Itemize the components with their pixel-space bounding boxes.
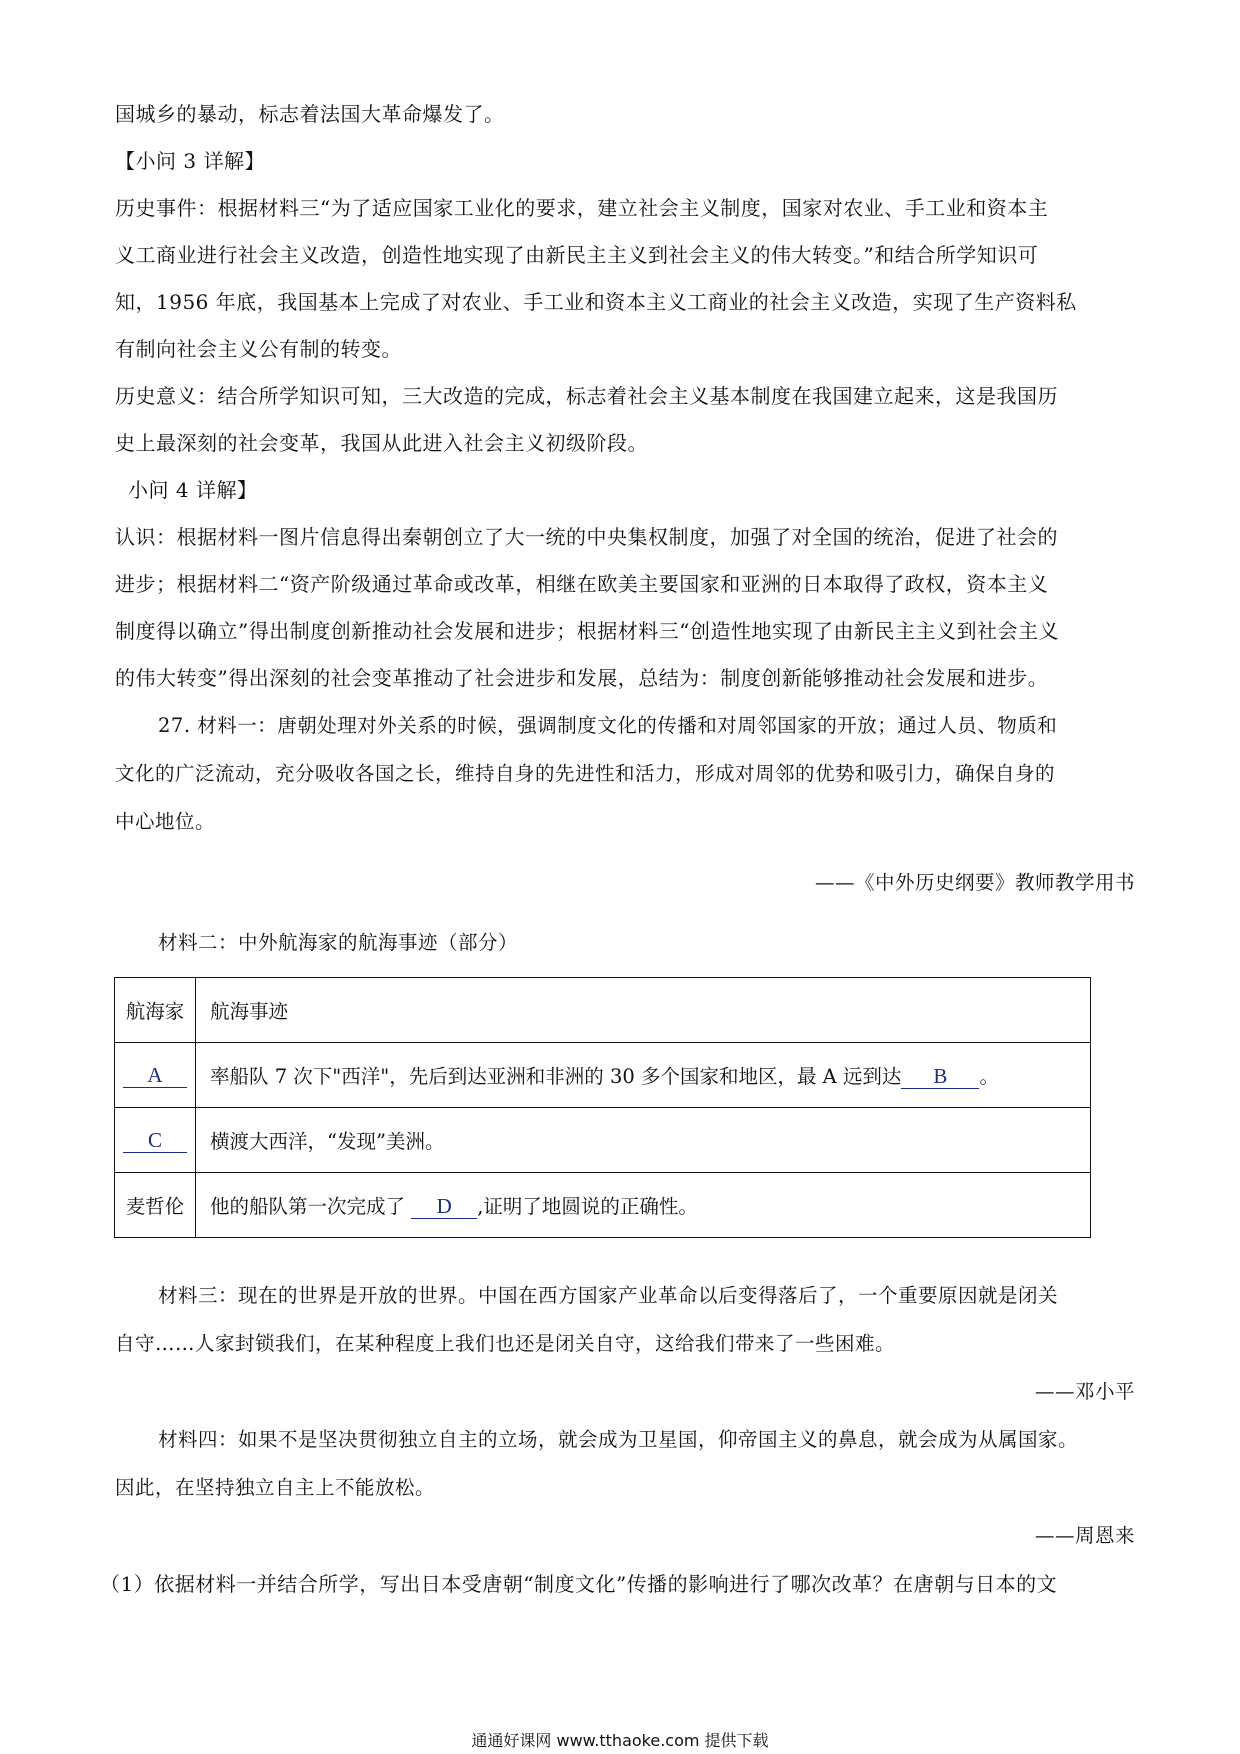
table-row [115, 1108, 1091, 1173]
text-line: 国城乡的暴动，标志着法国大革命爆发了。 [115, 102, 505, 126]
section-heading: 小问 4 详解】 [128, 478, 258, 502]
question-27-material-1: 27. 材料一：唐朝处理对外关系的时候，强调制度文化的传播和对周邻国家的开放；通过人员、物质和 [158, 714, 1058, 737]
footer-watermark: 通通好课网 www.tthaoke.com 提供下载 [471, 1731, 769, 1750]
row1-text: 率船队 7 次下"西洋"，先后到达亚洲和非洲的 30 多个国家和地区，最 A 远到达 [210, 1065, 902, 1088]
navigators-table [114, 977, 1091, 1238]
row1-end: 。 [979, 1065, 999, 1088]
question-1: （1）依据材料一并结合所学，写出日本受唐朝“制度文化”传播的影响进行了哪次改革？在唐朝与日本的文 [100, 1572, 1058, 1596]
source-citation: ——《中外历史纲要》教师教学用书 [814, 871, 1135, 894]
blank-c: C [123, 1128, 187, 1153]
table-row [115, 1173, 1091, 1238]
text-line: 历史事件：根据材料三“为了适应国家工业化的要求，建立社会主义制度，国家对农业、手工业和资本主 [115, 196, 1049, 220]
blank-a: A [123, 1063, 187, 1088]
header-navigator: 航海家 [115, 978, 196, 1043]
source-citation: ——邓小平 [1034, 1380, 1135, 1403]
material-4: 材料四：如果不是坚决贯彻独立自主的立场，就会成为卫星国，仰帝国主义的鼻息，就会成为从属国家。 [158, 1428, 1079, 1451]
row3-text-a: 他的船队第一次完成了 [210, 1195, 406, 1218]
section-heading: 【小问 3 详解】 [115, 149, 265, 173]
table-row [115, 1043, 1091, 1108]
material-2-title: 材料二：中外航海家的航海事迹（部分） [158, 931, 519, 954]
text-line: 文化的广泛流动，充分吸收各国之长，维持自身的先进性和活力，形成对周邻的优势和吸引力，确保自身的 [115, 762, 1056, 785]
text-line: 的伟大转变”得出深刻的社会变革推动了社会进步和发展，总结为：制度创新能够推动社会发展和进步。 [115, 666, 1049, 690]
material-3: 材料三：现在的世界是开放的世界。中国在西方国家产业革命以后变得落后了，一个重要原因就是闭关 [158, 1284, 1059, 1307]
text-line: 进步；根据材料二“资产阶级通过革命或改革，相继在欧美主要国家和亚洲的日本取得了政权，资本主义 [115, 572, 1049, 596]
row3-name: 麦哲伦 [115, 1173, 196, 1238]
row3-text-b: ,证明了地圆说的正确性。 [477, 1195, 698, 1218]
text-line: 制度得以确立”得出制度创新推动社会发展和进步；根据材料三“创造性地实现了由新民主主义到社会主义 [115, 619, 1059, 643]
blank-b: B [901, 1064, 979, 1089]
blank-d: D [411, 1194, 477, 1219]
text-line: 知，1956 年底，我国基本上完成了对农业、手工业和资本主义工商业的社会主义改造，实现了生产资料私 [115, 290, 1077, 314]
text-line: 义工商业进行社会主义改造，创造性地实现了由新民主主义到社会主义的伟大转变。”和结合所学知识可 [115, 243, 1039, 267]
text-line: 自守……人家封锁我们，在某种程度上我们也还是闭关自守，这给我们带来了一些困难。 [115, 1332, 896, 1355]
text-line: 认识：根据材料一图片信息得出秦朝创立了大一统的中央集权制度，加强了对全国的统治，促进了社会的 [115, 525, 1058, 549]
text-line: 中心地位。 [115, 810, 216, 833]
text-line: 有制向社会主义公有制的转变。 [115, 337, 402, 361]
source-citation: ——周恩来 [1034, 1524, 1135, 1547]
header-deeds: 航海事迹 [196, 978, 1091, 1043]
text-line: 历史意义：结合所学知识可知，三大改造的完成，标志着社会主义基本制度在我国建立起来，这是我国历 [115, 384, 1058, 408]
table-row [115, 978, 1091, 1043]
text-line: 史上最深刻的社会变革，我国从此进入社会主义初级阶段。 [115, 431, 648, 455]
text-line: 因此，在坚持独立自主上不能放松。 [115, 1476, 436, 1499]
row2-text: 横渡大西洋，“发现”美洲。 [196, 1108, 1091, 1173]
